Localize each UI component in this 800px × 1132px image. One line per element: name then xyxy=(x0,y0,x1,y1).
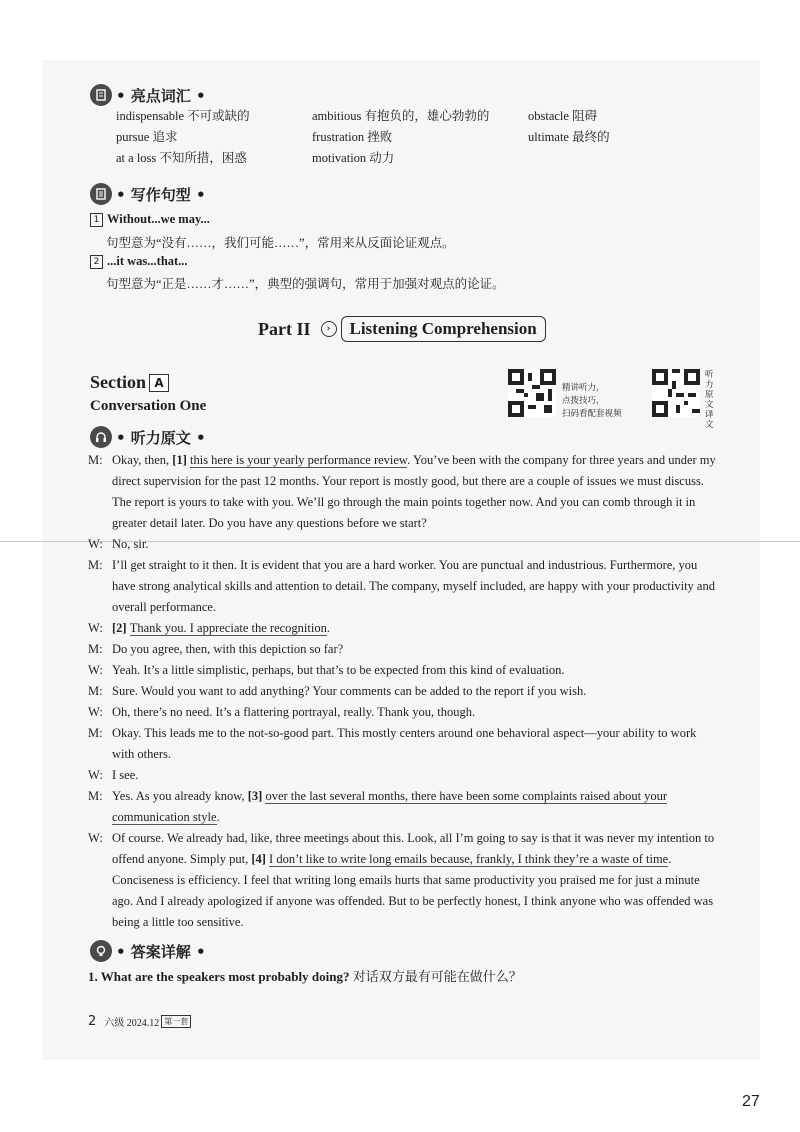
speaker-label: W: xyxy=(88,663,103,677)
vocab-heading xyxy=(90,84,206,106)
answer-marker: [2] xyxy=(112,621,130,635)
utterance-text: Okay. This leads me to the not-so-good part. This mostly centers around one behavioral aspect—your ability to work with others. xyxy=(112,726,697,761)
footer-page-number: 2 xyxy=(88,1014,97,1029)
pattern-2-desc: 句型意为“正是……才……”，典型的强调句，常用于加强对观点的论证。 xyxy=(106,277,505,291)
speaker-label: M: xyxy=(88,642,103,656)
speaker-label: W: xyxy=(88,705,103,719)
underlined-answer: I don’t like to write long emails because, frankly, I think they’re a waste of time xyxy=(269,852,669,866)
utterance-text: . xyxy=(216,810,220,824)
transcript xyxy=(88,450,720,933)
utterance-text: Sure. Would you want to add anything? Your comments can be added to the report if you wish. xyxy=(112,684,587,698)
notebook-icon xyxy=(90,183,112,205)
qr-caption xyxy=(562,382,622,421)
speaker-label: M: xyxy=(88,789,103,803)
section-letter: A xyxy=(149,374,169,392)
answer-marker: [3] xyxy=(247,789,266,803)
utterance xyxy=(112,660,720,681)
underlined-answer: over the last several months, there have been some complaints raised about your communication style xyxy=(112,789,668,824)
speaker-label: W: xyxy=(88,621,103,635)
utterance-text: No, sir. xyxy=(112,537,149,551)
speaker-label: M: xyxy=(88,726,103,740)
utterance-text: . xyxy=(326,621,330,635)
speaker-label: W: xyxy=(88,537,103,551)
vocab-item: at a loss 不知所措，困惑 xyxy=(116,151,247,165)
vocab-item: indispensable 不可或缺的 xyxy=(116,109,250,123)
utterance xyxy=(112,786,720,828)
qr-side-label: 听力原文译文 xyxy=(705,370,714,430)
answers-heading-text: • 答案详解 • xyxy=(116,942,206,961)
chevron-right-icon: › xyxy=(321,321,337,337)
speaker-label: M: xyxy=(88,558,103,572)
speaker-label: W: xyxy=(88,831,103,845)
writing-heading xyxy=(90,183,206,205)
transcript-turn xyxy=(88,618,720,639)
utterance xyxy=(112,639,720,660)
transcript-turn xyxy=(88,786,720,828)
transcript-turn xyxy=(88,723,720,765)
pattern-text: Without...we may... xyxy=(107,212,210,226)
question-1 xyxy=(88,966,522,985)
vocab-heading-text: • 亮点词汇 • xyxy=(116,86,206,105)
pattern-2-title xyxy=(90,254,188,269)
utterance xyxy=(112,723,720,765)
utterance xyxy=(112,702,720,723)
utterance xyxy=(112,534,720,555)
section-label: Section xyxy=(90,372,146,392)
utterance-text: Of course. We already had, like, three meetings about this. Look, all I’m going to say is that it was never my intention to offend anyone. Simply put, xyxy=(112,831,715,866)
pattern-number: 2 xyxy=(90,255,103,269)
lightbulb-icon xyxy=(90,940,112,962)
vocab-item: ultimate 最终的 xyxy=(528,130,610,144)
vocab-item: obstacle 阻碍 xyxy=(528,109,598,123)
utterance xyxy=(112,555,720,618)
qr-caption-line: 精讲听力， xyxy=(562,383,605,393)
transcript-turn xyxy=(88,450,720,534)
vocab-item: motivation 动力 xyxy=(312,151,395,165)
answer-marker: [1] xyxy=(172,453,190,467)
transcript-turn xyxy=(88,534,720,555)
transcript-turn xyxy=(88,765,720,786)
part-title xyxy=(258,316,546,342)
pattern-1-title xyxy=(90,212,210,227)
transcript-heading xyxy=(90,426,206,448)
vocab-item: pursue 追求 xyxy=(116,130,178,144)
headphones-icon xyxy=(90,426,112,448)
utterance xyxy=(112,450,720,534)
transcript-heading-text: • 听力原文 • xyxy=(116,428,206,447)
utterance-text: . Conciseness is efficiency. I feel that writing long emails hurts that same productivity you praised me for just a minute ago. And I already apologized if anyone was offended. But to be perfectly honest, I think anyone who was offended was being a little too sensitive. xyxy=(112,852,714,929)
utterance xyxy=(112,681,720,702)
transcript-turn xyxy=(88,681,720,702)
utterance xyxy=(112,765,720,786)
translation-qr-code[interactable] xyxy=(652,369,700,417)
underlined-answer: this here is your yearly performance review xyxy=(190,453,408,467)
vocab-item: ambitious 有抱负的，雄心勃勃的 xyxy=(312,109,490,123)
utterance-text: Okay, then, xyxy=(112,453,173,467)
vocab-item: frustration 挫败 xyxy=(312,130,393,144)
transcript-turn xyxy=(88,702,720,723)
transcript-turn xyxy=(88,555,720,618)
underlined-answer: Thank you. I appreciate the recognition xyxy=(129,621,327,635)
speaker-label: W: xyxy=(88,768,103,782)
part-name: Listening Comprehension xyxy=(341,316,546,342)
utterance-text: Do you agree, then, with this depiction so far? xyxy=(112,642,344,656)
footer-title: 六级 2024.12 xyxy=(104,1018,160,1029)
section-title xyxy=(90,372,169,393)
speaker-label: M: xyxy=(88,453,103,467)
vocab-grid xyxy=(116,108,636,167)
utterance-text: Yes. As you already know, xyxy=(112,789,248,803)
answer-marker: [4] xyxy=(251,852,270,866)
pattern-1-desc: 句型意为“没有……，我们可能……”，常用来从反面论证观点。 xyxy=(106,236,455,250)
footer-tag: 第一套 xyxy=(161,1015,191,1028)
video-qr-code[interactable] xyxy=(508,369,556,417)
utterance-text: Oh, there’s no need. It’s a flattering portrayal, really. Thank you, though. xyxy=(112,705,476,719)
question-chinese: 对话双方最有可能在做什么？ xyxy=(352,969,522,984)
question-english: What are the speakers most probably doing? xyxy=(100,969,350,984)
utterance xyxy=(112,618,720,639)
conversation-title: Conversation One xyxy=(90,398,207,414)
qr-caption-line: 扫码看配套视频 xyxy=(562,409,622,419)
utterance-text: . You’ve been with the company for three years and under my direct supervision for the past 12 months. Your report is mostly good, but there are a couple of issues we must discuss. The report is yours to take with you. We’ll go through the main points together now. And you can comb through it in greater detail later. Do you have any questions before we start? xyxy=(112,453,716,530)
transcript-turn xyxy=(88,828,720,933)
speaker-label: M: xyxy=(88,684,103,698)
book-icon xyxy=(90,84,112,106)
utterance xyxy=(112,828,720,933)
qr-caption-line: 点拨技巧， xyxy=(562,396,605,406)
writing-heading-text: • 写作句型 • xyxy=(116,185,206,204)
page-footer xyxy=(88,1014,191,1029)
utterance-text: Yeah. It’s a little simplistic, perhaps, but that’s to be expected from this kind of evaluation. xyxy=(112,663,565,677)
utterance-text: I’ll get straight to it then. It is evident that you are a hard worker. You are punctual and industrious. Furthermore, you have strong analytical skills and attention to detail. The company, myself included, are happy with your productivity and overall performance. xyxy=(112,558,715,614)
utterance-text: I see. xyxy=(112,768,139,782)
transcript-turn xyxy=(88,660,720,681)
pattern-text: ...it was...that... xyxy=(107,254,188,268)
transcript-turn xyxy=(88,639,720,660)
part-label: Part II xyxy=(258,318,311,339)
answers-heading xyxy=(90,940,206,962)
question-number: 1. xyxy=(88,969,98,984)
page-number: 27 xyxy=(742,1093,760,1110)
pattern-number: 1 xyxy=(90,213,103,227)
